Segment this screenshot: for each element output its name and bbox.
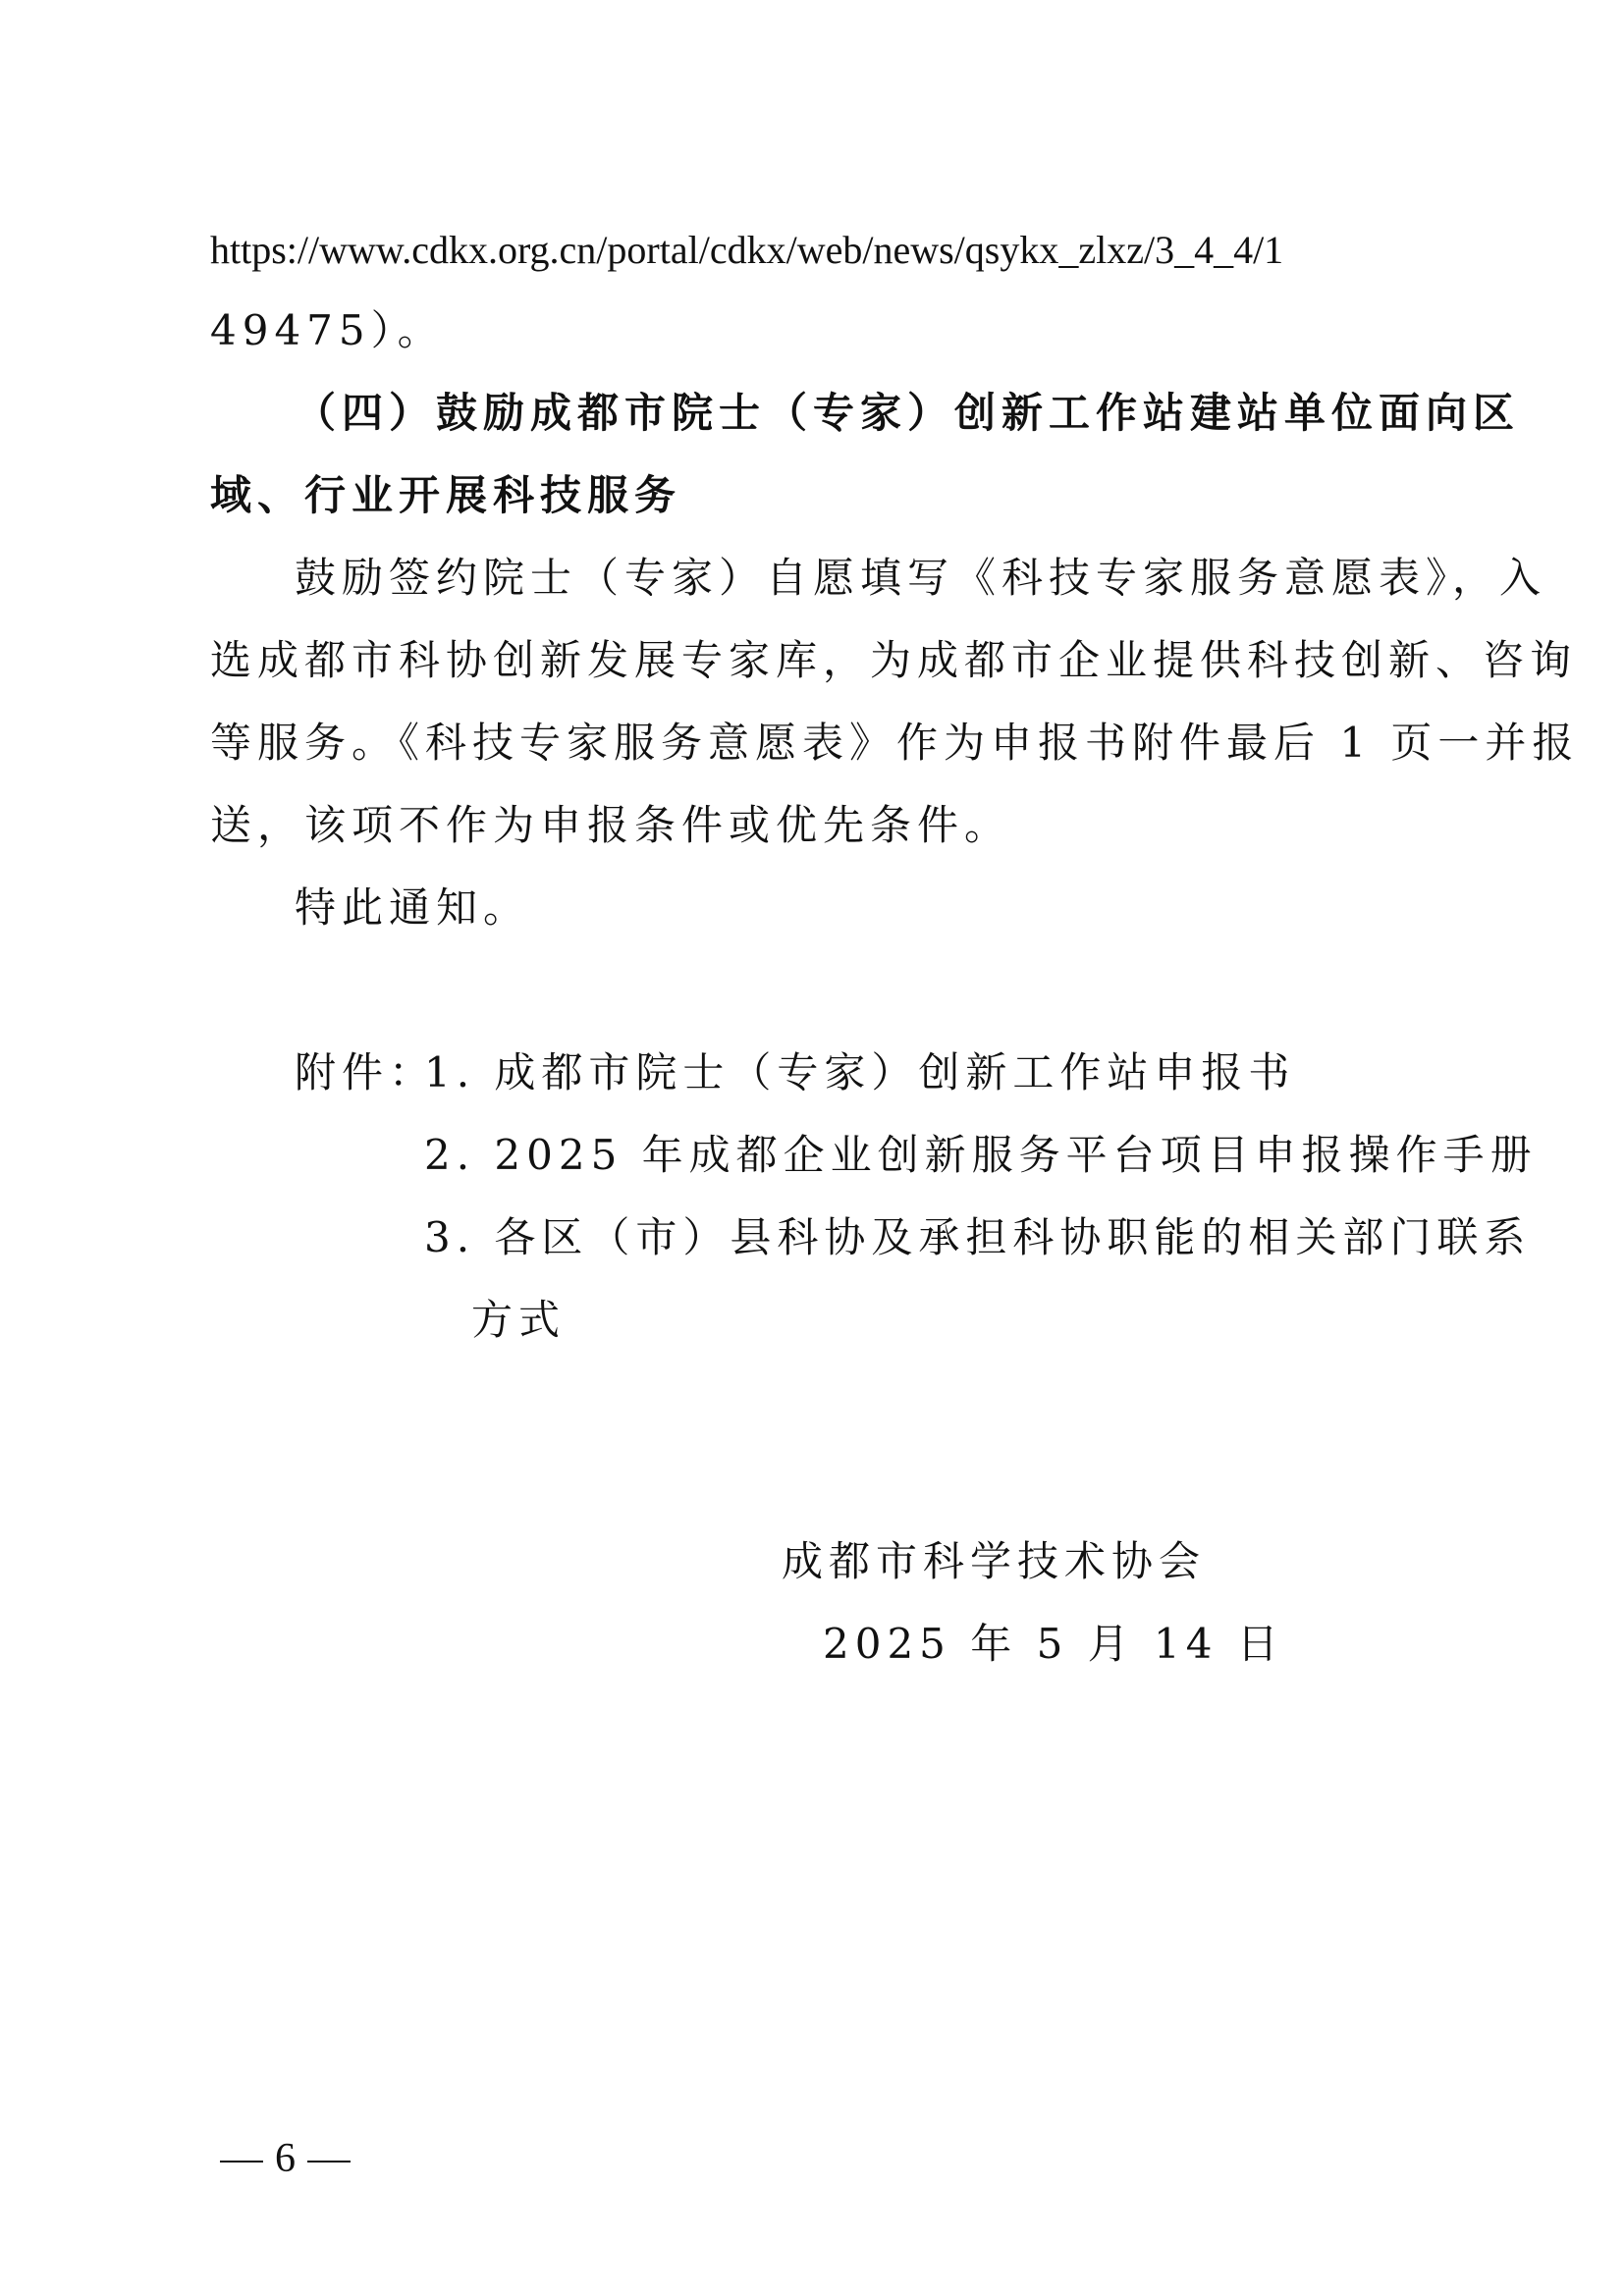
attachment-item-3: 3. 各区（市）县科协及承担科协职能的相关部门联系 — [424, 1213, 1532, 1261]
signature-organization: 成都市科学技术协会 — [782, 1537, 1207, 1585]
url-line-2: 49475）。 — [210, 306, 445, 354]
url-line-1: https://www.cdkx.org.cn/portal/cdkx/web/news/qsykx_zlxz/3_4_4/1 — [210, 228, 1284, 272]
attachment-item-1: 1. 成都市院士（专家）创新工作站申报书 — [424, 1048, 1296, 1096]
page-number-value: 6 — [275, 2136, 296, 2181]
attachments-label: 附件： — [295, 1048, 437, 1096]
signature-date: 2025 年 5 月 14 日 — [823, 1620, 1284, 1668]
paragraph-line-4: 送，该项不作为申报条件或优先条件。 — [210, 801, 1012, 849]
section-4-heading-line-1: （四）鼓励成都市院士（专家）创新工作站建站单位面向区 — [295, 389, 1521, 437]
paragraph-line-1: 鼓励签约院士（专家）自愿填写《科技专家服务意愿表》，入 — [295, 554, 1547, 602]
section-4-heading-line-2: 域、行业开展科技服务 — [210, 471, 682, 519]
closing-text: 特此通知。 — [295, 883, 531, 932]
page-number-dash-right — [307, 2161, 351, 2163]
attachment-item-2: 2. 2025 年成都企业创新服务平台项目申报操作手册 — [424, 1131, 1538, 1179]
paragraph-line-2: 选成都市科协创新发展专家库，为成都市企业提供科技创新、咨询 — [210, 636, 1578, 684]
page-number-dash-left — [220, 2161, 263, 2163]
page-number — [208, 2132, 362, 2185]
attachment-item-3-continued: 方式 — [471, 1296, 567, 1344]
paragraph-line-3: 等服务。《科技专家服务意愿表》作为申报书附件最后 1 页一并报 — [210, 719, 1580, 767]
